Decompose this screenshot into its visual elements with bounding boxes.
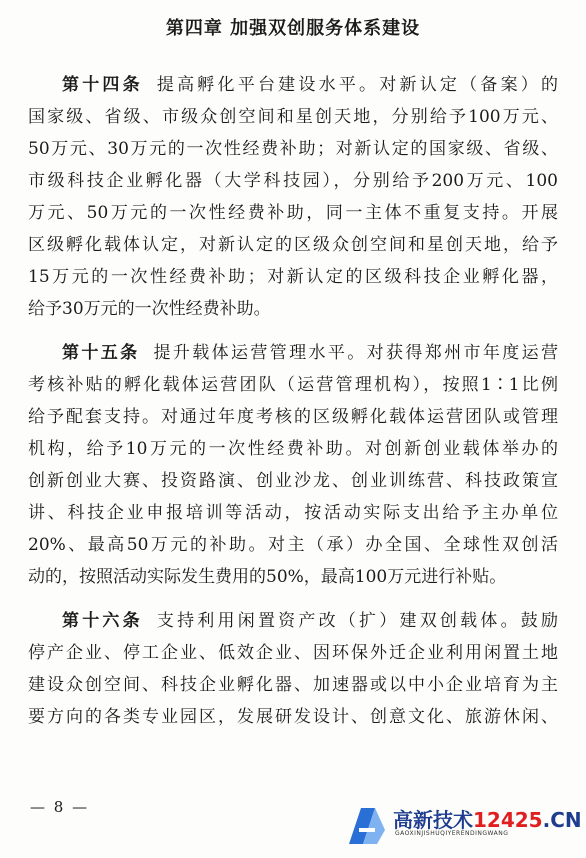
page-number: — 8 — xyxy=(30,798,90,816)
paragraph-line: 第十四条 提高孵化平台建设水平。对新认定（备案）的 xyxy=(62,75,558,95)
article-title: 第十五条 xyxy=(62,343,140,363)
article-title: 第十四条 xyxy=(62,75,143,95)
paragraph-line: 给予30万元的一次性经费补助。 xyxy=(28,299,271,319)
paragraph-line: 机构，给予10万元的一次性经费补助。对创新创业载体举办的 xyxy=(28,439,558,459)
paragraph-line: 给予配套支持。对通过年度考核的区级孵化载体运营团队或管理 xyxy=(28,407,558,427)
paragraph-line: 万元、50万元的一次性经费补助，同一主体不重复支持。开展 xyxy=(28,203,558,223)
paragraph-line: 建设众创空间、科技企业孵化器、加速器或以中小企业培育为主 xyxy=(28,675,558,695)
paragraph-line: 区级孵化载体认定，对新认定的区级众创空间和星创天地，给予 xyxy=(28,235,558,255)
watermark-brand: 高新技术12425.CN xyxy=(393,808,582,832)
paragraph-line: 第十六条 支持利用闲置资产改（扩）建双创载体。鼓励 xyxy=(62,611,558,631)
paragraph-line: 第十五条 提升载体运营管理水平。对获得郑州市年度运营 xyxy=(62,343,558,363)
paragraph-line: 创新创业大赛、投资路演、创业沙龙、创业训练营、科技政策宣 xyxy=(28,471,558,491)
brand-logo-icon xyxy=(345,800,389,848)
paragraph-line: 讲、科技企业申报培训等活动，按活动实际支出给予主办单位 xyxy=(28,503,558,523)
chapter-title: 第四章 加强双创服务体系建设 xyxy=(165,18,421,39)
article-title: 第十六条 xyxy=(62,611,143,631)
paragraph-line: 15万元的一次性经费补助；对新认定的区级科技企业孵化器， xyxy=(28,267,558,287)
paragraph-line: 20%、最高50万元的补助。对主（承）办全国、全球性双创活 xyxy=(28,535,558,555)
paragraph-line: 50万元、30万元的一次性经费补助；对新认定的国家级、省级、 xyxy=(28,139,558,159)
paragraph-line: 国家级、省级、市级众创空间和星创天地，分别给予100万元、 xyxy=(28,107,558,127)
paragraph-line: 要方向的各类专业园区，发展研发设计、创意文化、旅游休闲、 xyxy=(28,707,558,727)
paragraph-line: 市级科技企业孵化器（大学科技园），分别给予200万元、100 xyxy=(28,171,558,191)
paragraph-line: 动的，按照活动实际发生费用的50%，最高100万元进行补贴。 xyxy=(28,567,507,587)
watermark-subtitle: GAOXINJISHUQIYERENDINGWANG xyxy=(395,830,509,837)
paragraph-line: 考核补贴的孵化载体运营团队（运营管理机构），按照1∶1比例 xyxy=(28,375,558,395)
paragraph-line: 停产企业、停工企业、低效企业、因环保外迁企业利用闲置土地 xyxy=(28,643,558,663)
site-watermark xyxy=(345,800,581,850)
